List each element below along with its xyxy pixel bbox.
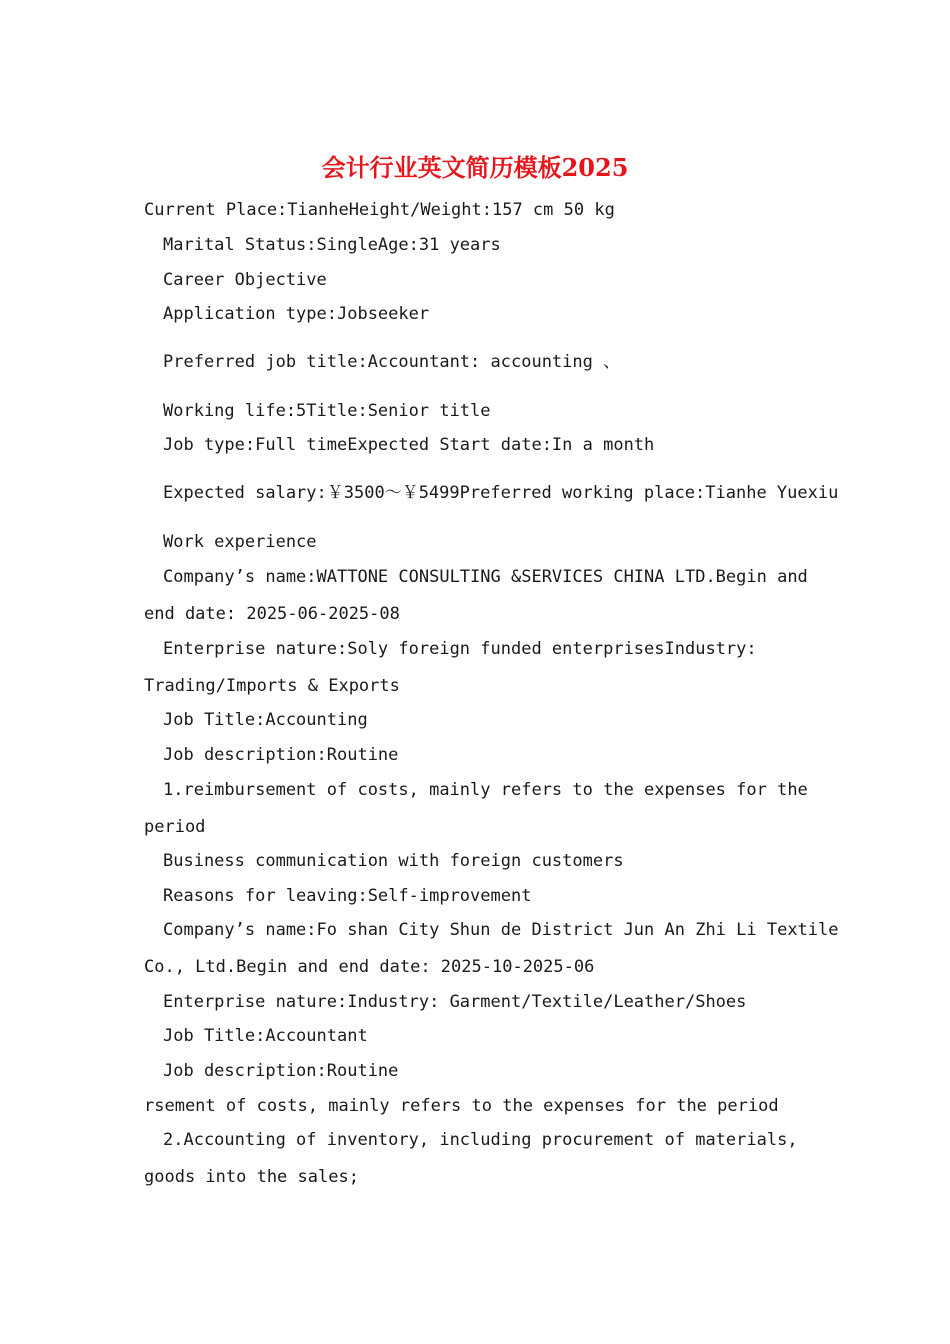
- text-line-enterprise-nature-1: Enterprise nature:Soly foreign funded enterprisesIndustry:: [163, 639, 757, 659]
- text-line-work-experience: Work experience: [163, 532, 317, 552]
- text-line-duty-3: 2.Accounting of inventory, including procurement of materials,: [163, 1130, 798, 1150]
- text-line-company-name-2: Company’s name:Fo shan City Shun de District Jun An Zhi Li Textile: [163, 920, 839, 940]
- text-line-duty-1-cont: period: [144, 817, 206, 837]
- text-line-job-title-1: Job Title:Accounting: [163, 710, 368, 730]
- text-line-current-place: Current Place:TianheHeight/Weight:157 cm 50 kg: [144, 200, 615, 220]
- text-line-job-description-1: Job description:Routine: [163, 745, 399, 765]
- document-title: 会计行业英文简历模板2025: [321, 153, 629, 182]
- text-line-business-communication: Business communication with foreign customers: [163, 851, 624, 871]
- text-line-career-objective: Career Objective: [163, 270, 327, 290]
- text-line-company-name-1: Company’s name:WATTONE CONSULTING &SERVICES CHINA LTD.Begin and: [163, 567, 808, 587]
- text-line-enterprise-nature-2: Enterprise nature:Industry: Garment/Textile/Leather/Shoes: [163, 992, 747, 1012]
- text-line-application-type: Application type:Jobseeker: [163, 304, 430, 324]
- text-line-duty-2: rsement of costs, mainly refers to the expenses for the period: [144, 1096, 779, 1116]
- text-line-preferred-job-title: Preferred job title:Accountant: accounting 、: [163, 352, 621, 372]
- text-line-date-range-1: end date: 2025-06-2025-08: [144, 604, 400, 624]
- text-line-date-range-2: Co., Ltd.Begin and end date: 2025-10-2025-06: [144, 957, 595, 977]
- text-line-job-type: Job type:Full timeExpected Start date:In a month: [163, 435, 655, 455]
- text-line-job-description-2: Job description:Routine: [163, 1061, 399, 1081]
- text-line-reasons-for-leaving: Reasons for leaving:Self-improvement: [163, 886, 532, 906]
- text-line-duty-1: 1.reimbursement of costs, mainly refers to the expenses for the: [163, 780, 808, 800]
- text-line-working-life: Working life:5Title:Senior title: [163, 401, 491, 421]
- text-line-expected-salary: Expected salary:￥3500～￥5499Preferred working place:Tianhe Yuexiu: [163, 483, 839, 503]
- text-line-duty-3-cont: goods into the sales;: [144, 1167, 359, 1187]
- text-line-industry-1: Trading/Imports & Exports: [144, 676, 400, 696]
- text-line-marital-status: Marital Status:SingleAge:31 years: [163, 235, 501, 255]
- text-line-job-title-2: Job Title:Accountant: [163, 1026, 368, 1046]
